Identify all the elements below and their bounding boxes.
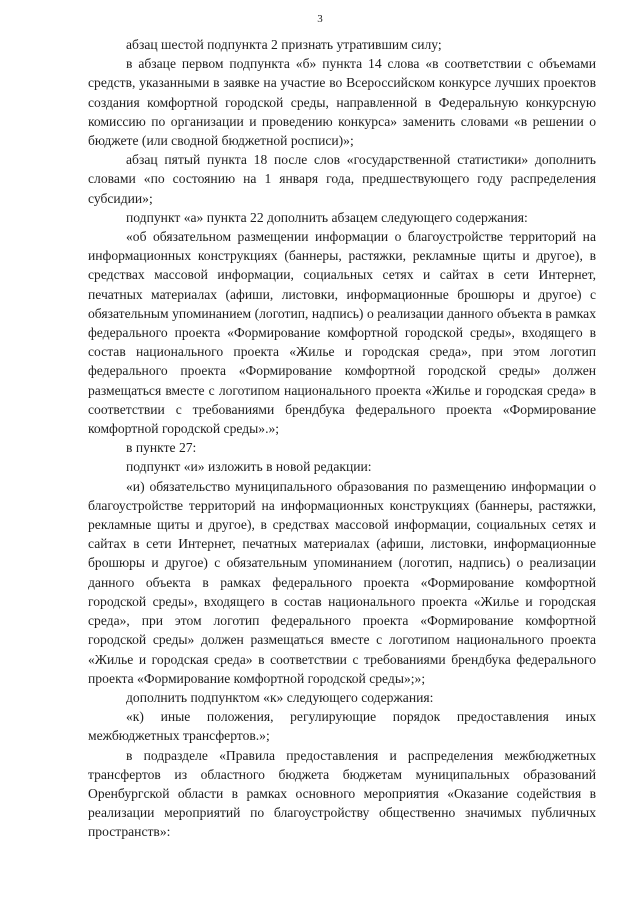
document-body bbox=[88, 35, 596, 842]
paragraph: в подразделе «Правила предоставления и распределения межбюджетных трансфертов из областного бюджета бюджетам муниципальных образований Оренбургской области в рамках основного мероприятия «Оказание содействия в реализации мероприятий по благоустройству общественно значимых публичных пространств»: bbox=[88, 747, 596, 840]
paragraph: «и) обязательство муниципального образования по размещению информации о благоустройстве территорий на информационных конструкциях (баннеры, растяжки, рекламные щиты и другое), в средствах массовой информации, социальных сетях и сайтах в сети Интернет, печатных материалах (афиши, листовки, информационные брошюры и другое) с обязательным упоминанием (логотип, надпись) о реализации данного объекта в рамках федерального проекта «Формирование комфортной городской среды», входящего в состав национального проекта «Жилье и городская среда», при этом логотип федерального проекта «Формирование комфортной городской среды» должен размещаться вместе с логотипом национального проекта «Жилье и городская среда» в соответствии с требованиями брендбука федерального проекта «Формирование комфортной городской среды»;»; bbox=[88, 478, 596, 686]
paragraph: в пункте 27: bbox=[126, 440, 197, 456]
paragraph: подпункт «и» изложить в новой редакции: bbox=[126, 459, 372, 475]
paragraph: в абзаце первом подпункта «б» пункта 14 слова «в соответствии с объемами средств, указанными в заявке на участие во Всероссийском конкурсе лучших проектов создания комфортной городской среды, направленной в Федеральную конкурсную комиссию по организации и проведению конкурса» заменить словами «в решении о бюджете (или сводной бюджетной росписи)»; bbox=[88, 56, 596, 149]
paragraph: «к) иные положения, регулирующие порядок предоставления иных межбюджетных трансфертов.»; bbox=[88, 709, 596, 744]
page-number: 3 bbox=[317, 13, 323, 25]
paragraph: дополнить подпунктом «к» следующего содержания: bbox=[126, 689, 434, 705]
paragraph: абзац пятый пункта 18 после слов «государственной статистики» дополнить словами «по состоянию на 1 января года, предшествующего году распределения субсидии»; bbox=[88, 152, 596, 206]
paragraph: подпункт «а» пункта 22 дополнить абзацем следующего содержания: bbox=[126, 209, 528, 225]
paragraph: абзац шестой подпункта 2 признать утратившим силу; bbox=[126, 37, 442, 52]
paragraph: «об обязательном размещении информации о благоустройстве территорий на информационных конструкциях (баннеры, растяжки, рекламные щиты и другое), в средствах массовой информации, социальных сетях и сайтах в сети Интернет, печатных материалах (афиши, листовки, информационные брошюры и другое) с обязательным упоминанием (логотип, надпись) о реализации данного объекта в рамках федерального проекта «Формирование комфортной городской среды», входящего в состав национального проекта «Жилье и городская среда», при этом логотип федерального проекта «Формирование комфортной городской среды» должен размещаться вместе с логотипом национального проекта «Жилье и городская среда» в соответствии с требованиями брендбука федерального проекта «Формирование комфортной городской среды».»; bbox=[88, 229, 596, 437]
